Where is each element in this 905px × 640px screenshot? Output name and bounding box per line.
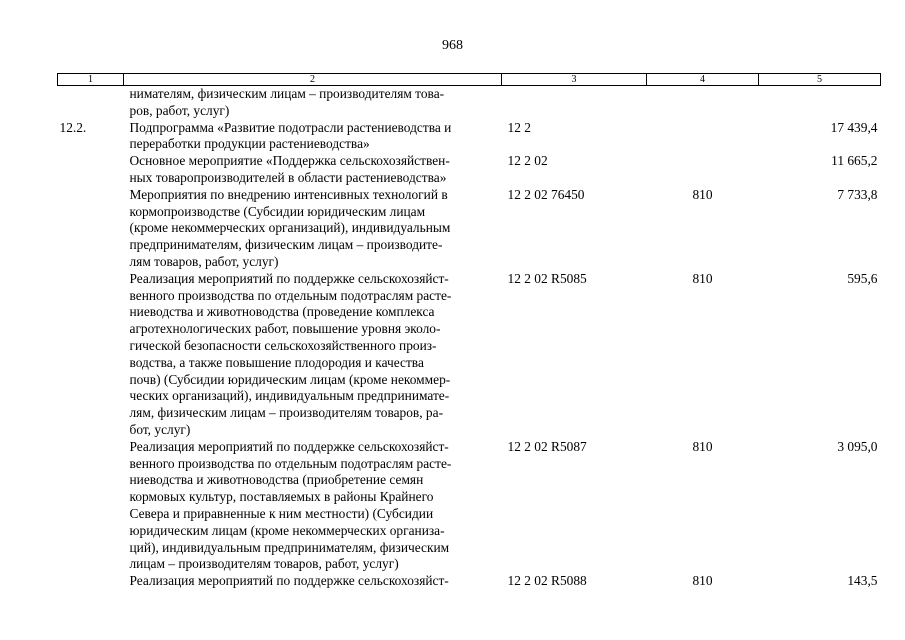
column-header-1: 1	[58, 74, 124, 86]
row-number	[58, 271, 124, 439]
table-row	[58, 86, 881, 120]
row-name-line: Мероприятия по внедрению интенсивных технологий в	[129, 186, 448, 202]
row-name-line: ниеводства и животноводства (проведение комплекса	[129, 304, 435, 320]
row-name-line: ниеводства и животноводства (приобретение семян	[129, 472, 424, 488]
row-name	[124, 271, 502, 439]
row-name-line: бот, услуг)	[129, 421, 191, 437]
row-code: 12 2 02 R5088	[507, 573, 587, 589]
column-header-5: 5	[759, 74, 881, 86]
row-name	[124, 86, 502, 120]
row-name-line: кормопроизводстве (Субсидии юридическим лицам	[129, 203, 426, 219]
row-name-line: ных товаропроизводителей в области растениеводства»	[129, 169, 447, 185]
table-row	[58, 271, 881, 439]
column-header-4: 4	[647, 74, 759, 86]
row-name-line: Основное мероприятие «Поддержка сельскохозяйствен-	[129, 153, 450, 169]
row-name-line: водства, а также повышение плодородия и качества	[129, 354, 424, 370]
row-name-line: ческих организаций), индивидуальным предпринимате-	[129, 388, 450, 404]
row-number	[58, 153, 124, 187]
row-code: 12 2 02	[507, 153, 548, 169]
table-row	[58, 187, 881, 271]
column-header-2: 2	[124, 74, 502, 86]
row-expense-type: 810	[692, 573, 713, 589]
row-name-line: нимателям, физическим лицам – производителям това-	[129, 86, 445, 101]
row-name	[124, 153, 502, 187]
row-number: 12.2.	[59, 119, 87, 135]
row-name-line: ций), индивидуальным предпринимателям, физическим	[129, 539, 450, 555]
row-expense-type: 810	[692, 438, 713, 454]
table-body	[58, 86, 881, 590]
row-name-line: агротехнологических работ, повышение уровня эколо-	[129, 321, 441, 337]
row-name-line: венного производства по отдельным подотраслям расте-	[129, 287, 452, 303]
column-header-3: 3	[502, 74, 647, 86]
row-expense-type	[647, 120, 759, 154]
row-sum: 595,6	[847, 270, 878, 286]
row-name-line: предпринимателям, физическим лицам – производите-	[129, 237, 443, 253]
row-code: 12 2 02 R5085	[507, 270, 587, 286]
row-expense-type	[647, 153, 759, 187]
row-name-line: Подпрограмма «Развитие подотрасли растениеводства и	[129, 119, 452, 135]
row-number	[58, 86, 124, 120]
table-row	[58, 153, 881, 187]
row-code	[502, 86, 647, 120]
row-name-line: юридическим лицам (кроме некоммерческих организа-	[129, 522, 445, 538]
row-name-line: ров, работ, услуг)	[129, 102, 230, 118]
row-name-line: (кроме некоммерческих организаций), индивидуальным	[129, 220, 451, 236]
row-name	[124, 573, 502, 590]
row-name-line: лицам – производителям товаров, работ, услуг)	[129, 556, 399, 572]
row-sum	[759, 86, 881, 120]
row-name-line: гической безопасности сельскохозяйственного произ-	[129, 337, 437, 353]
row-name-line: Реализация мероприятий по поддержке сельскохозяйст-	[129, 573, 449, 589]
row-sum: 3 095,0	[837, 438, 878, 454]
row-sum: 7 733,8	[837, 186, 878, 202]
row-code: 12 2	[507, 119, 531, 135]
table-row	[58, 120, 881, 154]
row-name-line: переработки продукции растениеводства»	[129, 136, 370, 152]
row-name	[124, 187, 502, 271]
row-sum: 11 665,2	[831, 153, 878, 169]
row-name	[124, 439, 502, 573]
row-name-line: Севера и приравненные к ним местности) (Субсидии	[129, 505, 434, 521]
row-name-line: венного производства по отдельным подотраслям расте-	[129, 455, 452, 471]
row-name-line: Реализация мероприятий по поддержке сельскохозяйст-	[129, 270, 449, 286]
table-row	[58, 439, 881, 573]
row-name	[124, 120, 502, 154]
row-name-line: кормовых культур, поставляемых в районы Крайнего	[129, 489, 434, 505]
row-name-line: лям, физическим лицам – производителям товаров, ра-	[129, 405, 444, 421]
row-expense-type: 810	[692, 186, 713, 202]
row-code: 12 2 02 76450	[507, 186, 585, 202]
row-expense-type: 810	[692, 270, 713, 286]
row-name-line: лям товаров, работ, услуг)	[129, 253, 279, 269]
row-name-line: почв) (Субсидии юридическим лицам (кроме некоммер-	[129, 371, 451, 387]
row-sum: 143,5	[847, 573, 878, 589]
row-name-line: Реализация мероприятий по поддержке сельскохозяйст-	[129, 438, 449, 454]
row-expense-type	[647, 86, 759, 120]
table-row	[58, 573, 881, 590]
budget-table	[57, 73, 881, 590]
page-number: 968	[442, 38, 463, 53]
row-code: 12 2 02 R5087	[507, 438, 587, 454]
row-number	[58, 573, 124, 590]
row-number	[58, 187, 124, 271]
row-sum: 17 439,4	[830, 119, 878, 135]
row-number	[58, 439, 124, 573]
column-header-row	[58, 74, 881, 86]
